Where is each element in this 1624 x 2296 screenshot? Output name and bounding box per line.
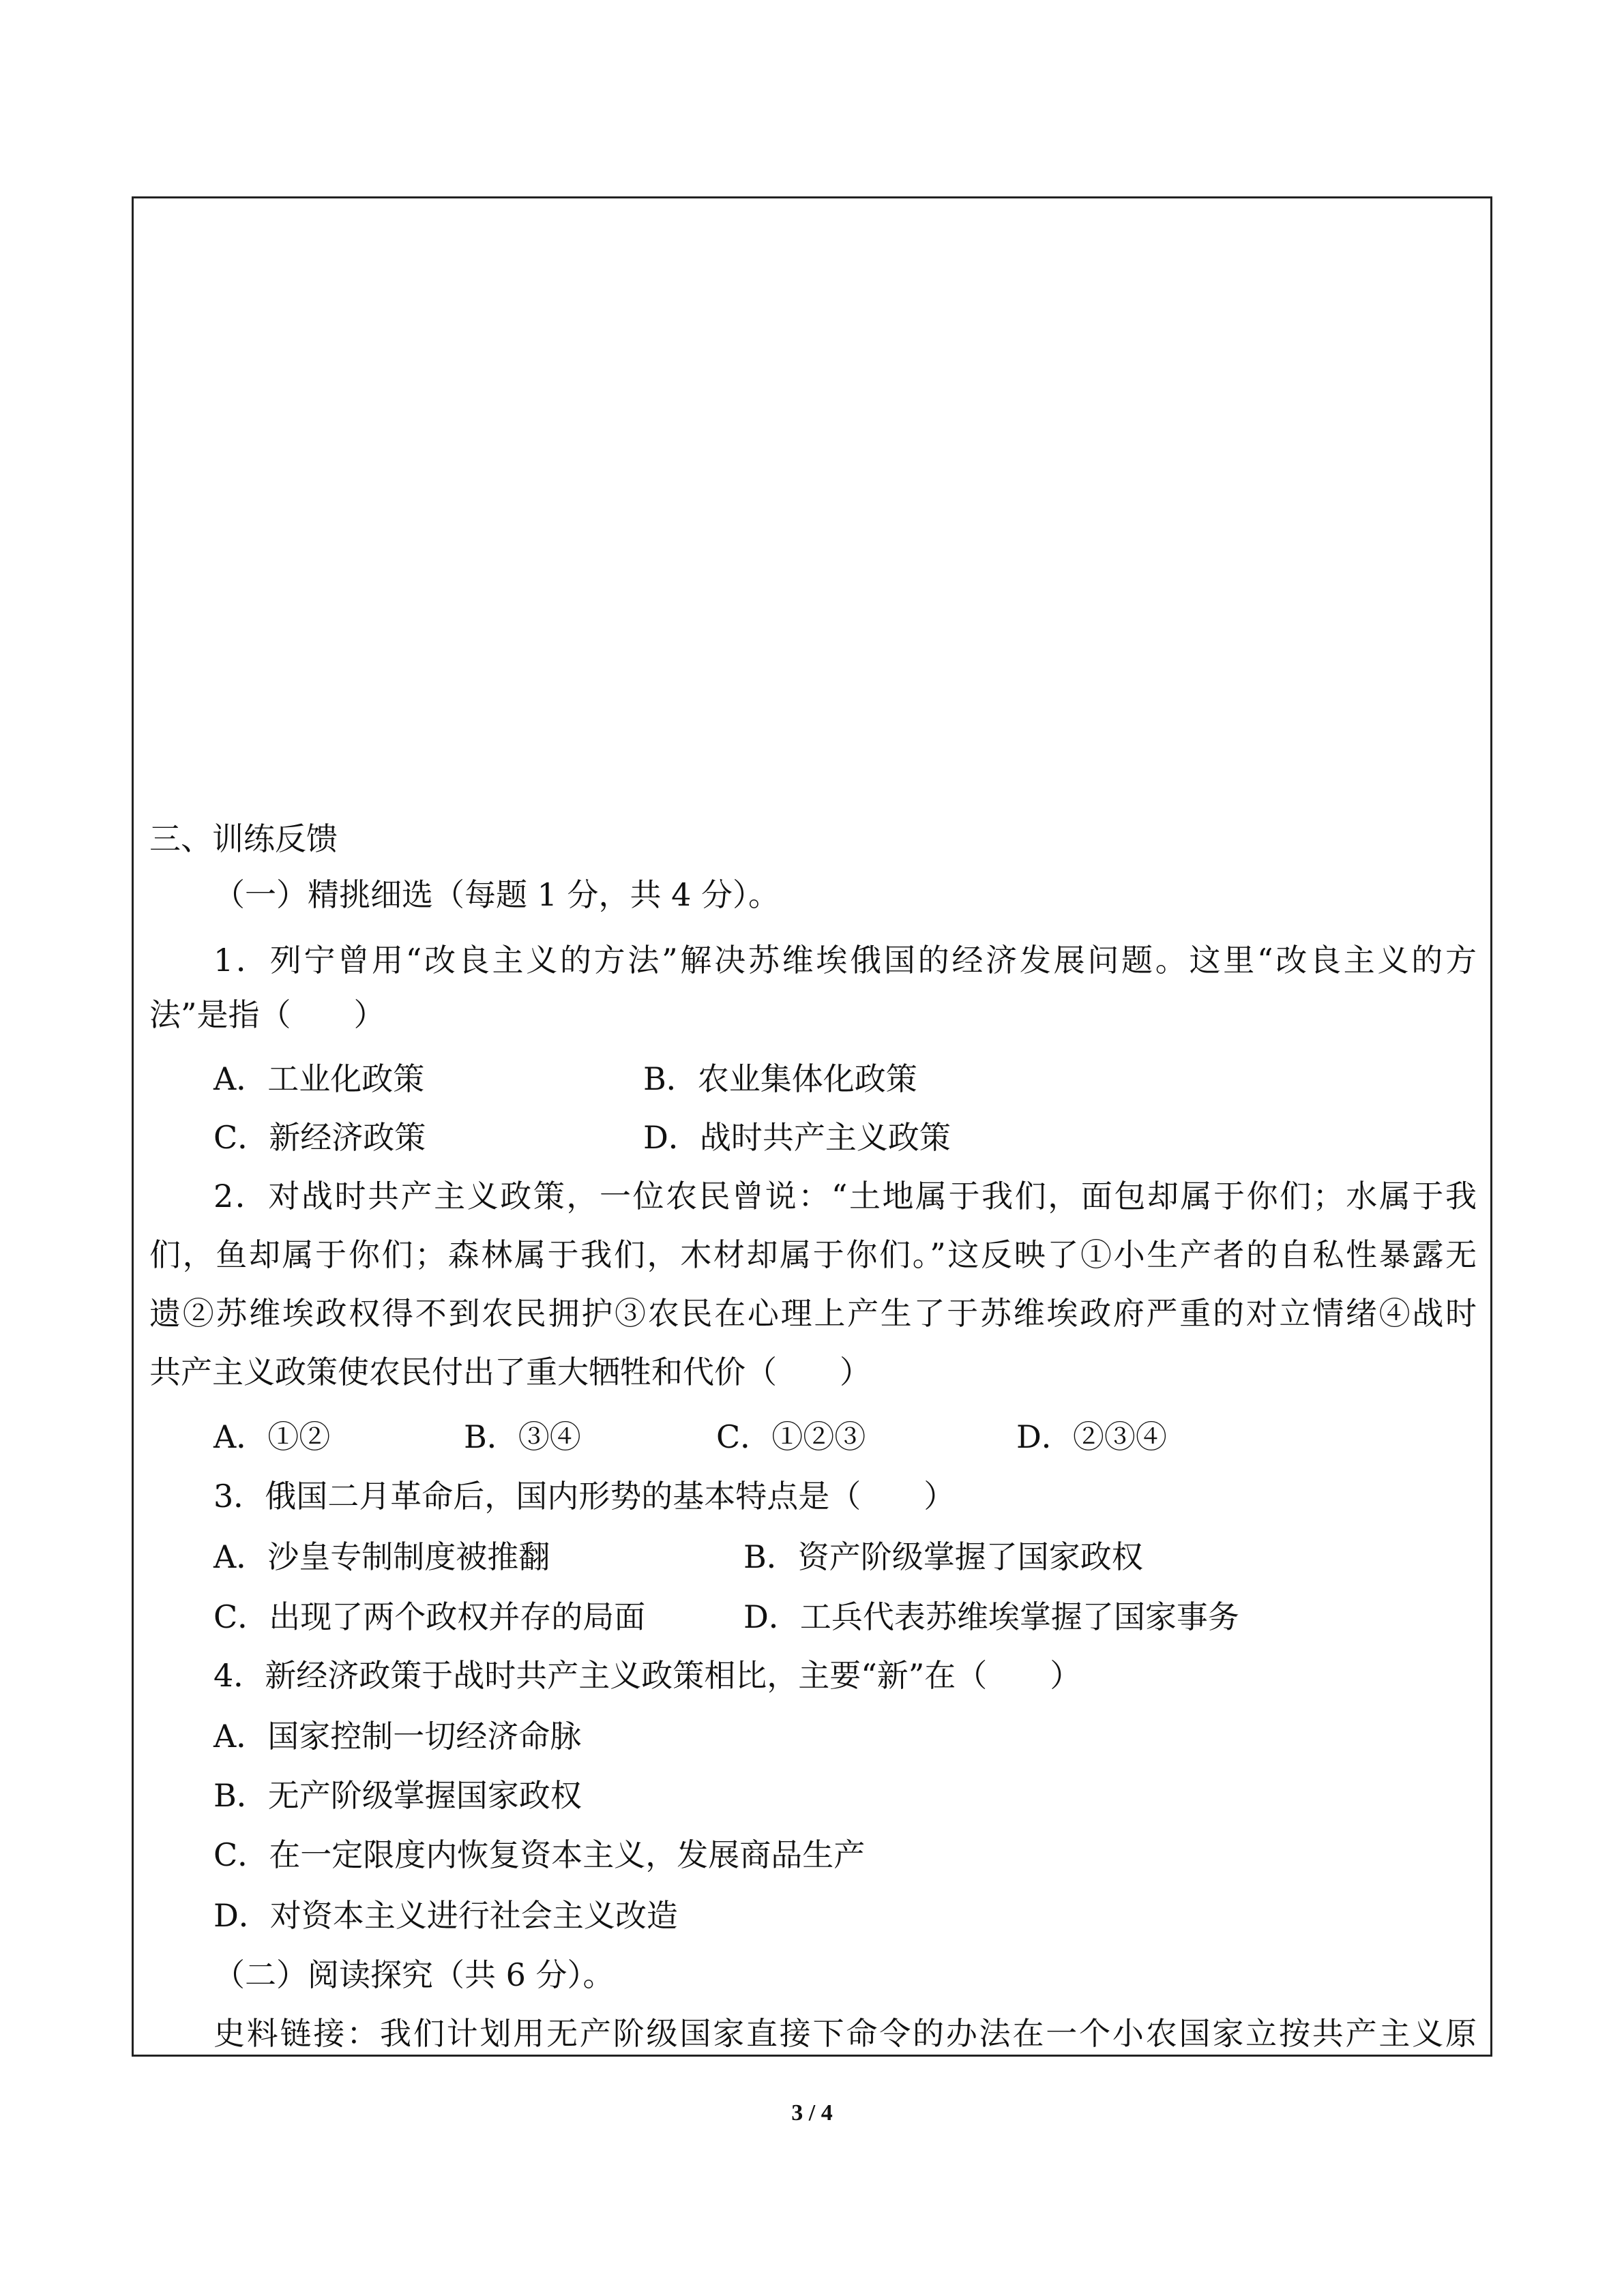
question-1-option-b: B．农业集体化政策 bbox=[643, 1060, 917, 1097]
question-1-stem-line-2: 法”是指（ ） bbox=[149, 996, 385, 1033]
question-1-option-a: A．工业化政策 bbox=[213, 1060, 425, 1097]
part1-heading: （一）精挑细选（每题 1 分，共 4 分）。 bbox=[213, 876, 780, 913]
material-line: 史料链接：我们计划用无产阶级国家直接下命令的办法在一个小农国家立按共产主义原 bbox=[213, 2015, 1477, 2052]
question-3-option-b: B．资产阶级掌握了国家政权 bbox=[743, 1538, 1143, 1575]
question-4-option-a: A．国家控制一切经济命脉 bbox=[213, 1718, 582, 1755]
part2-heading: （二）阅读探究（共 6 分）。 bbox=[213, 1956, 615, 1993]
question-4-option-c: C．在一定限度内恢复资本主义，发展商品生产 bbox=[213, 1836, 866, 1873]
question-2-stem-line-3: 遗②苏维埃政权得不到农民拥护③农民在心理上产生了于苏维埃政府严重的对立情绪④战时 bbox=[149, 1295, 1477, 1332]
page-number: 3 / 4 bbox=[791, 2100, 833, 2126]
question-2-option-a: A．①② bbox=[213, 1418, 331, 1455]
question-4-option-d: D．对资本主义进行社会主义改造 bbox=[213, 1897, 678, 1934]
question-2-stem-line-4: 共产主义政策使农民付出了重大牺牲和代价（ ） bbox=[149, 1354, 871, 1390]
question-1-option-c: C．新经济政策 bbox=[213, 1119, 426, 1156]
question-2-option-b: B．③④ bbox=[464, 1418, 581, 1455]
question-1-option-d: D．战时共产主义政策 bbox=[643, 1119, 951, 1156]
question-4-stem: 4．新经济政策于战时共产主义政策相比，主要“新”在（ ） bbox=[213, 1657, 1082, 1694]
question-2-option-d: D．②③④ bbox=[1016, 1418, 1167, 1455]
question-2-stem-line-1: 2．对战时共产主义政策，一位农民曾说：“土地属于我们，面包却属于你们；水属于我 bbox=[213, 1178, 1477, 1214]
question-3-option-c: C．出现了两个政权并存的局面 bbox=[213, 1598, 646, 1635]
section-title: 三、训练反馈 bbox=[149, 820, 338, 857]
question-2-stem-line-2: 们，鱼却属于你们；森林属于我们，木材却属于你们。”这反映了①小生产者的自私性暴露无 bbox=[149, 1236, 1477, 1273]
question-4-option-b: B．无产阶级掌握国家政权 bbox=[213, 1777, 582, 1814]
question-1-stem-line-1: 1．列宁曾用“改良主义的方法”解决苏维埃俄国的经济发展问题。这里“改良主义的方 bbox=[213, 942, 1477, 979]
question-3-stem: 3．俄国二月革命后，国内形势的基本特点是（ ） bbox=[213, 1478, 956, 1515]
question-2-option-c: C．①②③ bbox=[716, 1418, 866, 1455]
question-3-option-d: D．工兵代表苏维埃掌握了国家事务 bbox=[743, 1598, 1239, 1635]
question-3-option-a: A．沙皇专制制度被推翻 bbox=[213, 1538, 550, 1575]
